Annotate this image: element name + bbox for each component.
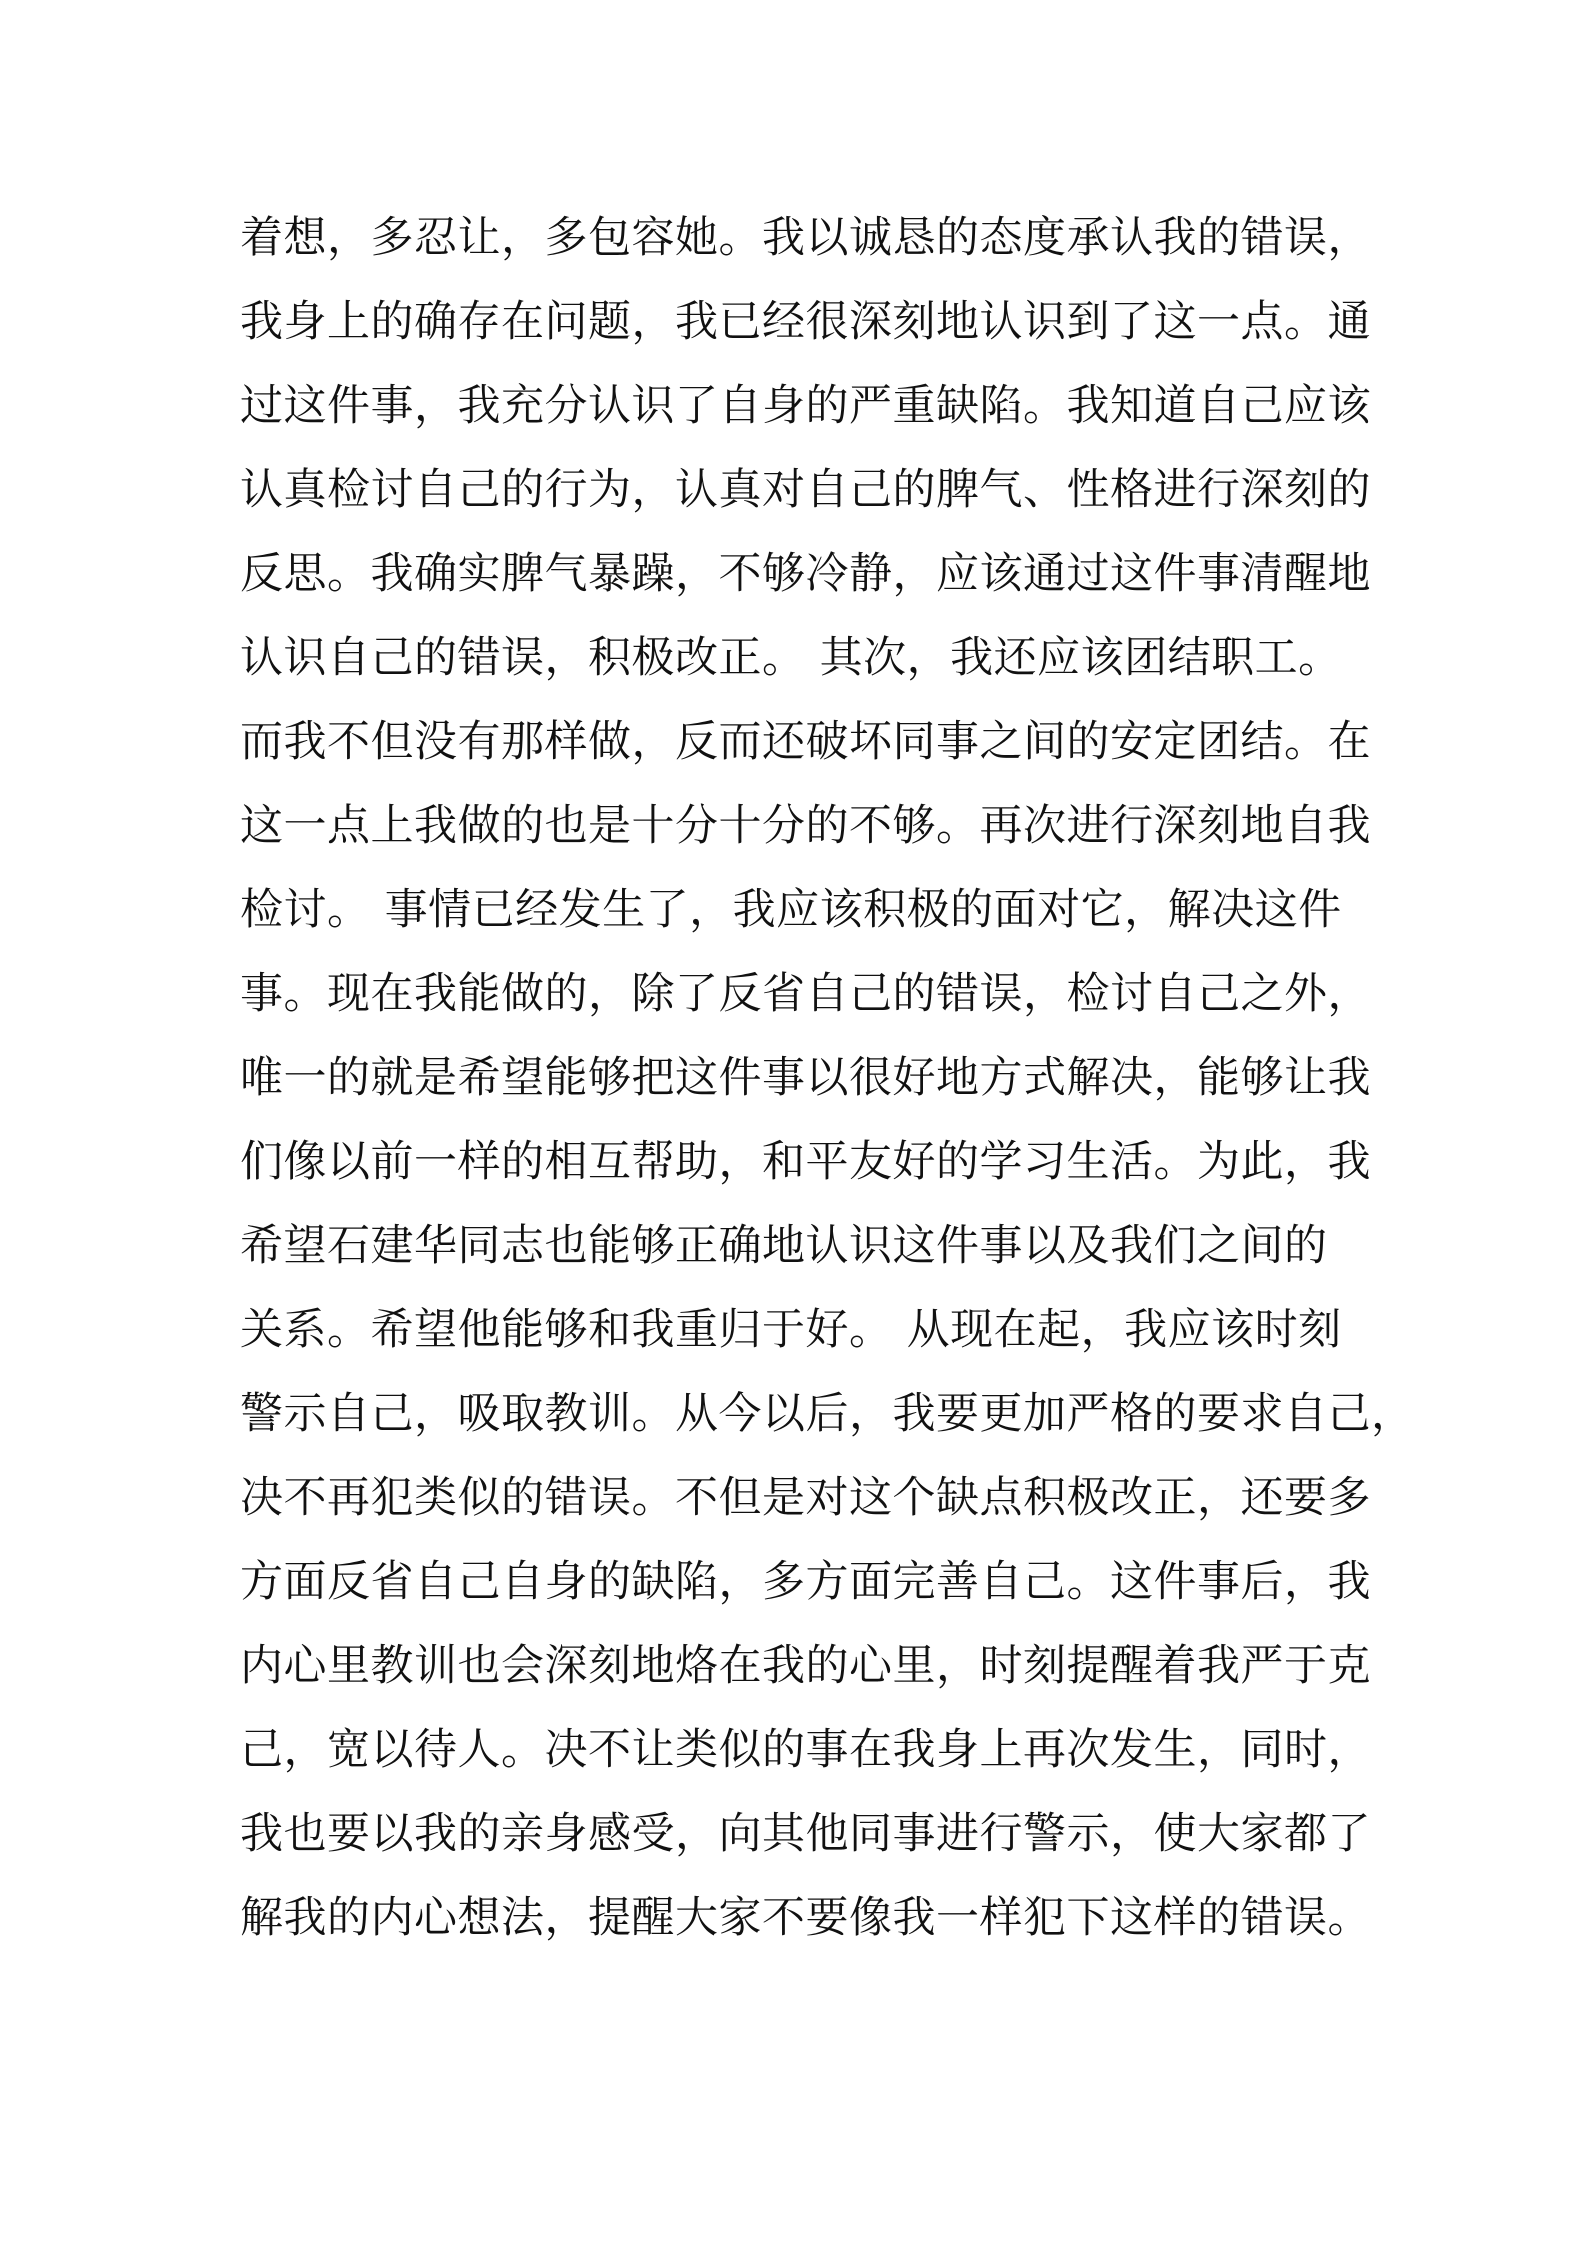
text-line: 认真检讨自己的行为，认真对自己的脾气、性格进行深刻的 [240, 465, 1371, 515]
text-line: 我身上的确存在问题，我已经很深刻地认识到了这一点。通 [240, 297, 1371, 347]
text-line: 决不再犯类似的错误。不但是对这个缺点积极改正，还要多 [240, 1473, 1371, 1523]
text-line: 希望石建华同志也能够正确地认识这件事以及我们之间的 [240, 1221, 1328, 1271]
text-line: 方面反省自己自身的缺陷，多方面完善自己。这件事后，我 [240, 1557, 1371, 1607]
text-line: 着想，多忍让，多包容她。我以诚恳的态度承认我的错误， [240, 213, 1371, 263]
text-line: 而我不但没有那样做，反而还破坏同事之间的安定团结。在 [240, 717, 1371, 767]
text-line: 事。现在我能做的，除了反省自己的错误，检讨自己之外， [240, 969, 1371, 1019]
text-line: 己，宽以待人。决不让类似的事在我身上再次发生，同时， [240, 1725, 1371, 1775]
text-line: 这一点上我做的也是十分十分的不够。再次进行深刻地自我 [240, 801, 1371, 851]
text-line: 关系。希望他能够和我重归于好。 从现在起，我应该时刻 [240, 1305, 1342, 1355]
text-line: 内心里教训也会深刻地烙在我的心里，时刻提醒着我严于克 [240, 1641, 1371, 1691]
text-line: 我也要以我的亲身感受，向其他同事进行警示，使大家都了 [240, 1809, 1371, 1859]
text-line: 警示自己，吸取教训。从今以后，我要更加严格的要求自己， [240, 1389, 1415, 1439]
text-line: 认识自己的错误，积极改正。 其次，我还应该团结职工。 [240, 633, 1342, 683]
text-line: 检讨。 事情已经发生了，我应该积极的面对它，解决这件 [240, 885, 1342, 935]
text-line: 反思。我确实脾气暴躁，不够冷静，应该通过这件事清醒地 [240, 549, 1371, 599]
text-line: 过这件事，我充分认识了自身的严重缺陷。我知道自己应该 [240, 381, 1371, 431]
text-line: 唯一的就是希望能够把这件事以很好地方式解决，能够让我 [240, 1053, 1371, 1103]
text-line: 们像以前一样的相互帮助，和平友好的学习生活。为此，我 [240, 1137, 1371, 1187]
text-line: 解我的内心想法，提醒大家不要像我一样犯下这样的错误。 [240, 1893, 1371, 1943]
body-text [240, 196, 1415, 1960]
